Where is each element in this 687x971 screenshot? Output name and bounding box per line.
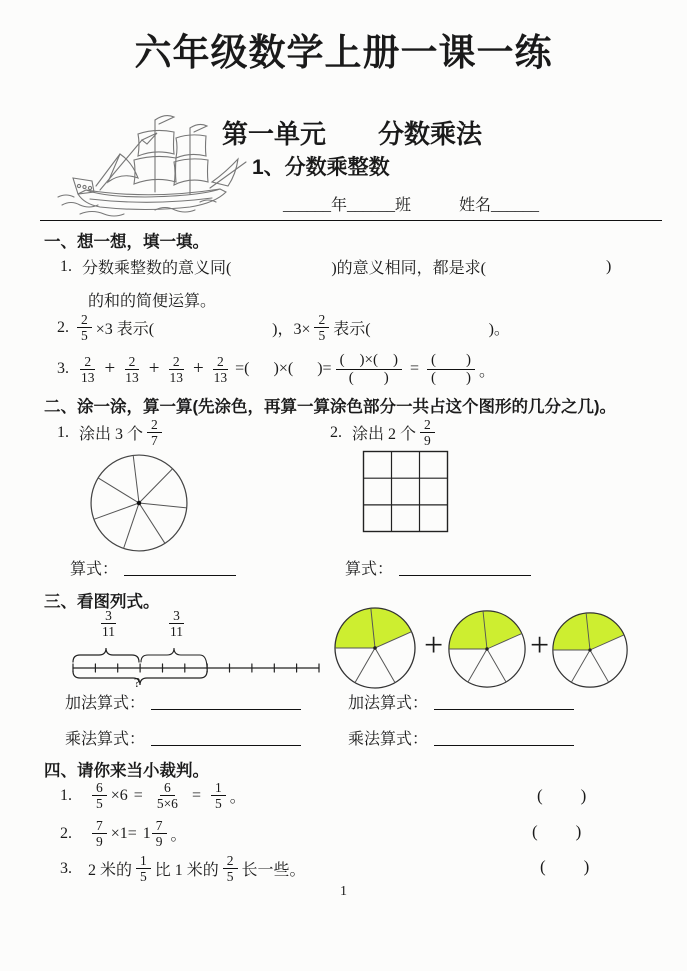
fraction-7-9: $\frac{7}{9}$ (92, 818, 107, 849)
open-paren: ( (532, 822, 538, 841)
over-brace-1 (73, 648, 139, 662)
answer-blank (231, 266, 331, 267)
section1-q1-line1 (60, 255, 611, 278)
multiplication-formula-right (348, 726, 574, 749)
lesson-title: 1、分数乘整数 (252, 156, 390, 179)
fraction-2-13: $\frac{2}{13}$ (169, 353, 183, 385)
shaded-pie-3 (551, 611, 629, 689)
judge-answer-blank (546, 857, 584, 858)
q-number: 3. (60, 859, 72, 877)
formula-label: 算式： (70, 561, 119, 578)
q3-text-1: 2 米的 (88, 862, 133, 880)
answer-blank (293, 369, 317, 370)
grid-3x3-diagram (362, 450, 449, 533)
header-divider (40, 220, 662, 221)
shaded-pie-1 (333, 606, 417, 690)
equals-sign: = (133, 786, 143, 804)
q2-text-3: 表示( (333, 321, 371, 339)
q1-text-2: )的意义相同，都是求( (331, 260, 487, 277)
q1-end: 。 (229, 789, 246, 807)
answer-blank (154, 327, 272, 328)
addition-answer-blank (151, 693, 301, 711)
q-number: 1. (60, 257, 72, 275)
unit-title: 第一单元 分数乘法 (222, 119, 483, 149)
open-paren: ( (537, 786, 543, 805)
name-class-line: ______年______班 姓名______ (283, 197, 540, 214)
close-paren: ) (575, 822, 582, 841)
fraction-3-11: $\frac{3}{11}$ (102, 608, 115, 640)
section3-heading: 三、看图列式。 (44, 593, 160, 611)
judge-parens-3 (540, 857, 589, 877)
judge-answer-blank (543, 786, 581, 787)
q3-eq-2: )= (317, 360, 332, 378)
judge-answer-blank (538, 822, 576, 823)
fraction-2-13: $\frac{2}{13}$ (213, 353, 228, 385)
fraction-3-11: $\frac{3}{11}$ (170, 608, 183, 640)
fraction-2-13: $\frac{2}{13}$ (125, 353, 139, 385)
multiplication-formula-left (65, 726, 301, 749)
fraction-2-9: $\frac{2}{9}$ (420, 417, 435, 448)
q-number: 1. (57, 423, 69, 441)
section1-q1-line2 (88, 288, 216, 311)
answer-blank (486, 266, 606, 267)
q1-label-text: 涂出 3 个 (79, 426, 144, 444)
section4-q2 (60, 818, 187, 849)
q-number: 2. (330, 423, 342, 441)
fraction-2-5: $\frac{2}{5}$ (223, 853, 238, 884)
question-mark-label: ? (134, 676, 141, 691)
addition-label: 加法算式： (348, 695, 429, 712)
q3-text-2: 比 1 米的 (154, 862, 219, 880)
multiplication-label: 乘法算式： (348, 731, 429, 748)
plus-operator: + (148, 358, 160, 380)
addition-label: 加法算式： (65, 695, 146, 712)
q3-times: )×( (273, 360, 294, 378)
section4-q1 (60, 780, 246, 811)
fraction-7-9: $\frac{7}{9}$ (152, 818, 167, 849)
q2-times-1: ×1= (110, 824, 137, 842)
q-number: 3. (57, 360, 69, 378)
plus-between-pies: + (424, 627, 444, 664)
fraction-6-5: $\frac{6}{5}$ (92, 780, 107, 811)
fraction-1-5: $\frac{1}{5}$ (211, 780, 226, 811)
fraction-2-5: $\frac{2}{5}$ (77, 312, 92, 343)
section2-q1-label (57, 417, 166, 448)
circle-center-dot (137, 501, 141, 505)
fraction-1-5: $\frac{1}{5}$ (136, 853, 151, 884)
section4-heading: 四、请你来当小裁判。 (44, 762, 209, 780)
section1-heading: 一、想一想，填一填。 (44, 233, 209, 251)
circle-7-sectors-diagram (88, 452, 190, 554)
multiplication-label: 乘法算式： (65, 731, 146, 748)
big-fraction-blank: $\frac{( )\times( )}{( )}$ (336, 352, 402, 387)
answer-blank (250, 369, 274, 370)
multiplication-answer-blank (151, 729, 301, 747)
q-number: 2. (57, 318, 69, 336)
whole-number: 1 (142, 824, 151, 842)
over-brace-2 (141, 648, 207, 669)
big-fraction-blank: $\frac{( )}{( )}$ (427, 352, 475, 387)
close-paren: ) (580, 786, 587, 805)
judge-parens-2 (532, 822, 581, 842)
plus-operator: + (104, 358, 116, 380)
fraction-2-7: $\frac{2}{7}$ (147, 417, 162, 448)
formula-line-left (70, 556, 236, 579)
q3-eq-open: =( (235, 360, 250, 378)
formula-label: 算式： (345, 561, 394, 578)
section4-q3 (60, 853, 306, 884)
q2-text-4: )。 (488, 321, 510, 339)
shaded-pie-2 (447, 609, 527, 689)
fraction-6-over-5x6: $\frac{6}{5\times 6}$ (156, 780, 178, 812)
page-title: 六年级数学上册一课一练 (134, 32, 553, 73)
q2-text-2: )，3× (272, 321, 311, 339)
section2-heading: 二、涂一涂，算一算(先涂色，再算一算涂色部分一共占这个图形的几分之几)。 (44, 398, 616, 416)
answer-blank (371, 327, 489, 328)
fraction-2-5: $\frac{2}{5}$ (314, 312, 329, 343)
q3-text-3: 长一些。 (241, 862, 306, 880)
fraction-2-13: $\frac{2}{13}$ (81, 353, 95, 385)
q3-end: 。 (479, 362, 496, 380)
q3-eq-3: = (410, 360, 420, 378)
formula-answer-blank (399, 559, 531, 577)
q-number: 1. (60, 786, 72, 804)
plus-between-pies: + (530, 627, 550, 664)
open-paren: ( (540, 857, 546, 876)
q1-text-1: 分数乘整数的意义同( (82, 260, 232, 277)
addition-formula-right (348, 690, 574, 713)
plus-operator: + (192, 358, 204, 380)
q2-label-text: 涂出 2 个 (352, 426, 417, 444)
addition-formula-left (65, 690, 301, 713)
q-number: 2. (60, 824, 72, 842)
q1-times-6: ×6 (110, 786, 128, 804)
section1-q2 (57, 312, 510, 343)
section2-q2-label (330, 417, 439, 448)
q1-text-4: 的和的简便运算。 (88, 293, 217, 310)
judge-parens-1 (537, 786, 586, 806)
close-paren: ) (583, 857, 590, 876)
page-number: 1 (340, 884, 347, 899)
formula-answer-blank (124, 559, 236, 577)
formula-line-right (345, 556, 531, 579)
number-line-diagram (70, 644, 322, 690)
section1-q3 (57, 352, 495, 387)
multiplication-answer-blank (434, 729, 574, 747)
addition-answer-blank (434, 693, 574, 711)
q1-text-3: ) (606, 257, 612, 275)
equals-sign: = (191, 786, 201, 804)
q2-end: 。 (170, 827, 187, 845)
q2-text-1: ×3 表示( (95, 321, 155, 339)
